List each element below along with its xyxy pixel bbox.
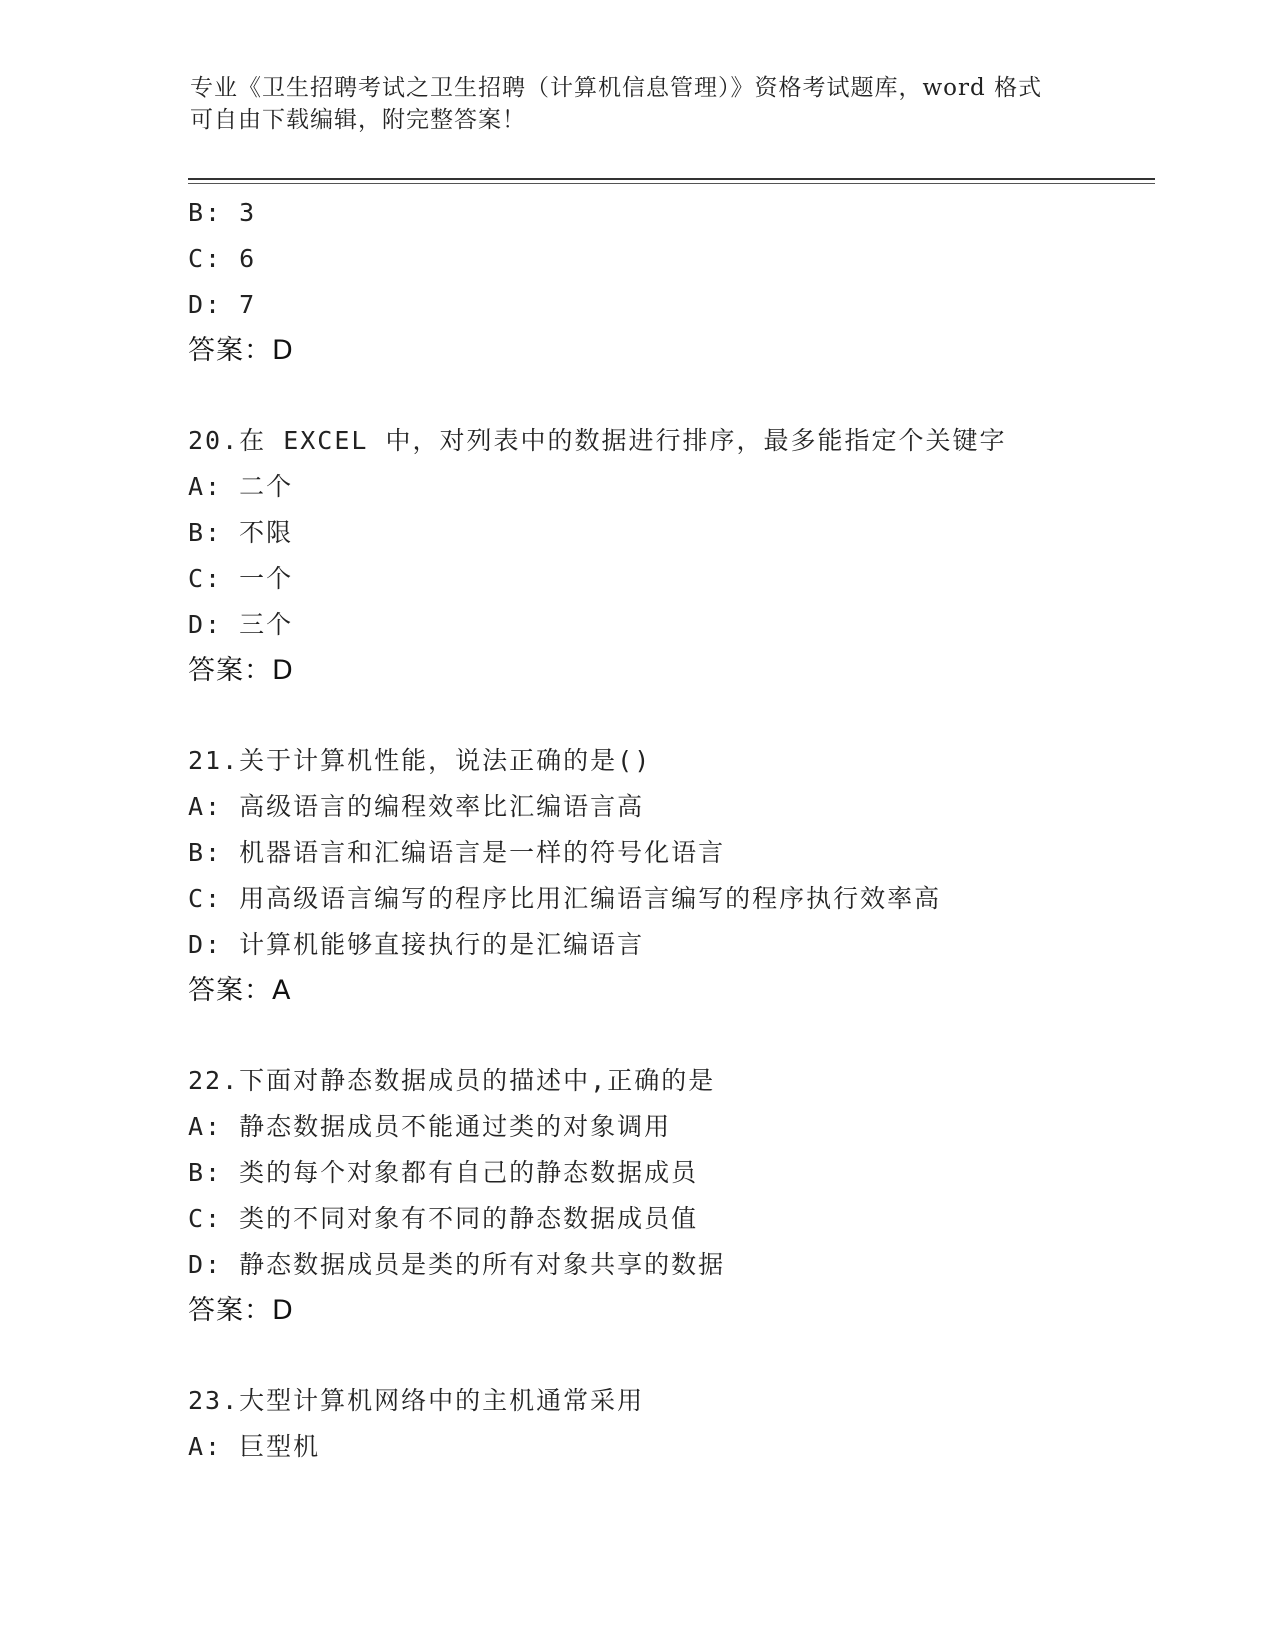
answer-line: 答案：D [188, 1295, 294, 1326]
page-header [190, 72, 1090, 136]
option-d: D: 三个 [188, 610, 294, 639]
spacer [188, 1334, 1148, 1378]
carryover-question [188, 190, 1148, 374]
header-title-line-1: 专业《卫生招聘考试之卫生招聘（计算机信息管理）》资格考试题库，word 格式 [190, 75, 1043, 101]
spacer [188, 694, 1148, 738]
option-a: A: 二个 [188, 472, 294, 501]
question-21 [188, 738, 1148, 1014]
question-title: 21.关于计算机性能，说法正确的是() [188, 746, 652, 775]
option-d: D: 静态数据成员是类的所有对象共享的数据 [188, 1250, 726, 1279]
option-d: D: 计算机能够直接执行的是汇编语言 [188, 930, 645, 959]
option-c: C: 一个 [188, 564, 294, 593]
option-c: C: 用高级语言编写的程序比用汇编语言编写的程序执行效率高 [188, 884, 942, 913]
answer-line: 答案：A [188, 975, 292, 1006]
question-title: 23.大型计算机网络中的主机通常采用 [188, 1386, 645, 1415]
option-b: B: 类的每个对象都有自己的静态数据成员 [188, 1158, 699, 1187]
spacer [188, 1014, 1148, 1058]
answer-line: 答案：D [188, 655, 294, 686]
question-list [188, 190, 1148, 1470]
question-23 [188, 1378, 1148, 1470]
spacer [188, 374, 1148, 418]
answer-line: 答案：D [188, 335, 294, 366]
option-d: D: 7 [188, 290, 257, 319]
header-divider-thick [188, 178, 1155, 180]
header-title-line-2: 可自由下载编辑，附完整答案！ [190, 107, 526, 133]
question-title: 20.在 EXCEL 中，对列表中的数据进行排序，最多能指定个关键字 [188, 426, 1007, 455]
question-20 [188, 418, 1148, 694]
option-b: B: 不限 [188, 518, 294, 547]
option-b: B: 机器语言和汇编语言是一样的符号化语言 [188, 838, 726, 867]
question-22 [188, 1058, 1148, 1334]
option-a: A: 巨型机 [188, 1432, 321, 1461]
header-divider-thin [188, 183, 1155, 184]
option-c: C: 类的不同对象有不同的静态数据成员值 [188, 1204, 699, 1233]
option-a: A: 高级语言的编程效率比汇编语言高 [188, 792, 645, 821]
question-title: 22.下面对静态数据成员的描述中,正确的是 [188, 1066, 716, 1095]
option-c: C: 6 [188, 244, 257, 273]
option-b: B: 3 [188, 198, 257, 227]
option-a: A: 静态数据成员不能通过类的对象调用 [188, 1112, 672, 1141]
